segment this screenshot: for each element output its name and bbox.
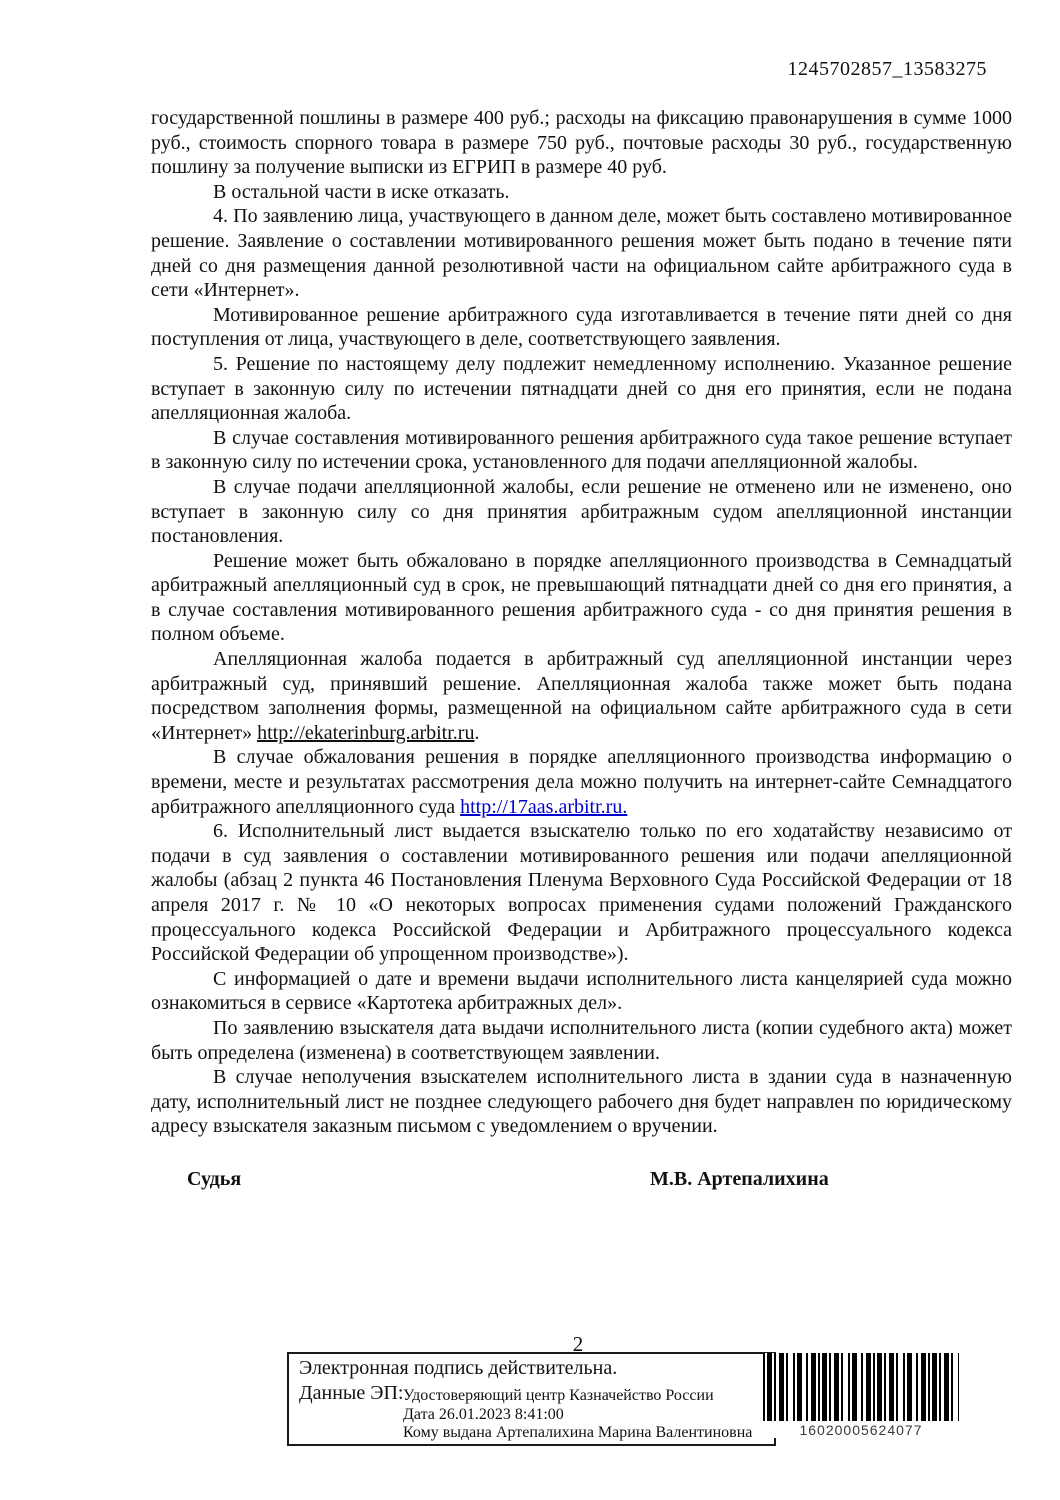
paragraph-text: 5. Решение по настоящему делу подлежит немедленному исполнению. Указанное решение вступает в законную силу по истечении пятнадцати дней со дня его принятия, если не подана апелляционная жалоба. (151, 352, 1012, 425)
document-id: 1245702857_13583275 (787, 58, 987, 80)
stamp-data-label: Данные ЭП: (299, 1382, 404, 1404)
stamp-validity-text: Электронная подпись действительна. (299, 1357, 618, 1379)
ekaterinburg-link[interactable]: http://ekaterinburg.arbitr.ru (257, 721, 475, 744)
page-number: 2 (572, 1332, 584, 1356)
paragraph (151, 303, 1012, 352)
judge-label: Судья (187, 1167, 242, 1190)
17aas-link[interactable]: http://17aas.arbitr.ru. (460, 795, 628, 818)
barcode (763, 1353, 959, 1438)
paragraph (151, 745, 1012, 819)
barcode-bars (763, 1353, 959, 1421)
paragraph-text: По заявлению взыскателя дата выдачи исполнительного листа (копии судебного акта) может быть определена (изменена) в соответствующем заявлении. (151, 1016, 1012, 1064)
paragraph-text: В остальной части в иске отказать. (213, 180, 510, 203)
paragraph-text: Решение может быть обжаловано в порядке апелляционного производства в Семнадцатый арбитражный апелляционный суд в срок, не превышающий пятнадцати дней со дня его принятия, а в случае составления мотивированного решения арбитражного суда - со дня принятия решения в полном объеме. (151, 549, 1012, 646)
paragraph (151, 549, 1012, 647)
paragraph-text: государственной пошлины в размере 400 руб.; расходы на фиксацию правонарушения в сумме 1000 руб., стоимость спорного товара в размере 750 руб., почтовые расходы 30 руб., государственную пошлину за получение выписки из ЕГРИП в размере 40 руб. (151, 107, 1012, 179)
paragraph-text: В случае обжалования решения в порядке апелляционного производства информацию о времени, месте и результатах рассмотрения дела можно получить на интернет-сайте Семнадцатого арбитражного апелляционного суда (151, 746, 1012, 818)
document-body (151, 106, 1012, 1193)
paragraph-text: С информацией о дате и времени выдачи исполнительного листа канцелярией суда можно ознакомиться в сервисе «Картотека арбитражных дел». (151, 967, 1012, 1015)
paragraph (151, 106, 1012, 180)
judge-name: М.В. Артепалихина (650, 1167, 829, 1190)
stamp-details (403, 1387, 752, 1443)
paragraph (151, 352, 1012, 426)
paragraph (151, 819, 1012, 967)
signature-stamp (287, 1352, 776, 1446)
paragraph (151, 475, 1012, 549)
paragraph-text: 4. По заявлению лица, участвующего в данном деле, может быть составлено мотивированное решение. Заявление о составлении мотивированного решения может быть подано в течение пяти дней со дня размещения данной резолютивной части на официальном сайте арбитражного суда в сети «Интернет». (151, 205, 1012, 302)
barcode-number: 16020005624077 (799, 1422, 923, 1438)
paragraph (151, 967, 1012, 1016)
paragraph (151, 647, 1012, 745)
paragraph (151, 204, 1012, 302)
stamp-issued-to: Кому выдана Артепалихина Марина Валентиновна (403, 1424, 753, 1441)
paragraph-list (151, 106, 1012, 1139)
paragraph-text: 6. Исполнительный лист выдается взыскателю только по его ходатайству независимо от подачи в суд заявления о составлении мотивированного решения или подачи апелляционной жалобы (абзац 2 пункта 46 Постановления Пленума Верховного Суда Российской Федерации от 18 апреля 2017 г. № 10 «О некоторых вопросах применения судами положений Гражданского процессуального кодекса Российской Федерации и Арбитражного процессуального кодекса Российской Федерации об упрощенном производстве»). (151, 820, 1012, 966)
paragraph-text: Апелляционная жалоба подается в арбитражный суд апелляционной инстанции через арбитражный суд, принявший решение. Апелляционная жалоба также может быть подана посредством заполнения формы, размещенной на официальном сайте арбитражного суда в сети «Интернет» (151, 648, 1012, 744)
paragraph (151, 1016, 1012, 1065)
stamp-date: Дата 26.01.2023 8:41:00 (403, 1405, 564, 1423)
signature-row (151, 1167, 1012, 1193)
paragraph-text: В случае составления мотивированного решения арбитражного суда такое решение вступает в законную силу по истечении срока, установленного для подачи апелляционной жалобы. (151, 426, 1012, 474)
paragraph (151, 1065, 1012, 1139)
paragraph-text: Мотивированное решение арбитражного суда изготавливается в течение пяти дней со дня поступления от лица, участвующего в деле, соответствующего заявления. (151, 303, 1012, 351)
paragraph-text: . (474, 721, 480, 744)
paragraph (151, 180, 1012, 205)
paragraph (151, 426, 1012, 475)
paragraph-text: В случае неполучения взыскателем исполнительного листа в здании суда в назначенную дату, исполнительный лист не позднее следующего рабочего дня будет направлен по юридическому адресу взыскателя заказным письмом с уведомлением о вручении. (151, 1066, 1012, 1138)
paragraph-text: В случае подачи апелляционной жалобы, если решение не отменено или не изменено, оно вступает в законную силу со дня принятия арбитражным судом апелляционной инстанции постановления. (151, 475, 1012, 548)
stamp-authority: Удостоверяющий центр Казначейство России (403, 1387, 714, 1404)
